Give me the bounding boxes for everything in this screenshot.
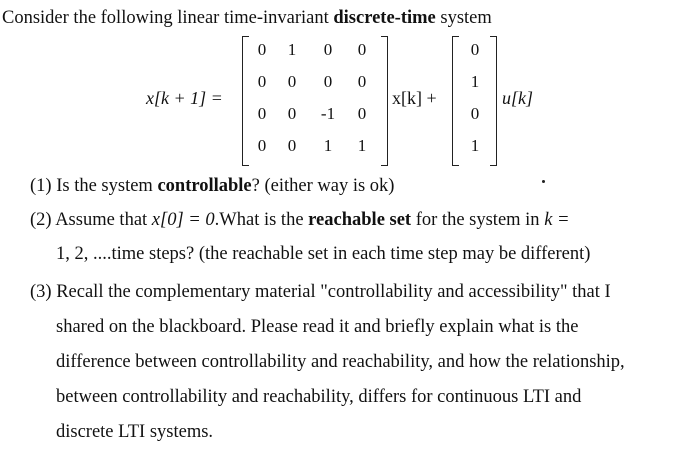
matrix-a-cell: 0 bbox=[357, 72, 367, 91]
equation-period bbox=[542, 180, 545, 183]
matrix-a-cell: -1 bbox=[320, 104, 336, 123]
matrix-a-cell: 0 bbox=[357, 40, 367, 59]
matrix-a-cell: 0 bbox=[357, 104, 367, 123]
question-3-number: (3) bbox=[30, 282, 52, 302]
matrix-a-cell: 0 bbox=[257, 72, 267, 91]
intro-prefix: Consider the following linear time-invariant bbox=[2, 8, 334, 28]
equation-lhs bbox=[146, 88, 223, 109]
matrix-a-cell: 1 bbox=[357, 136, 367, 155]
matrix-a-cell: 0 bbox=[257, 40, 267, 59]
intro-bold: discrete-time bbox=[333, 8, 436, 28]
matrix-a-cell: 1 bbox=[287, 40, 297, 59]
question-2 bbox=[30, 210, 570, 231]
question-2-math: x[0] = 0 bbox=[151, 210, 215, 230]
question-2-text-b: .What is the bbox=[214, 210, 309, 230]
matrix-a-cell: 0 bbox=[287, 72, 297, 91]
matrix-a-cell: 0 bbox=[323, 72, 333, 91]
intro-suffix: system bbox=[435, 8, 492, 28]
question-2-number: (2) bbox=[30, 210, 52, 230]
input-term: u[k] bbox=[502, 88, 533, 108]
vector-b-cell: 0 bbox=[470, 40, 480, 59]
question-3 bbox=[30, 282, 611, 303]
vector-b-cell: 0 bbox=[470, 104, 480, 123]
matrix-a-cell: 0 bbox=[257, 104, 267, 123]
question-1-tail: ? (either way is ok) bbox=[251, 176, 395, 196]
question-3-line-3: difference between controllability and reachability, and how the relationship, bbox=[56, 352, 625, 372]
question-2-text-c: for the system in bbox=[411, 210, 545, 230]
question-1-number: (1) bbox=[30, 176, 52, 196]
question-3-line-5: discrete LTI systems. bbox=[56, 422, 214, 442]
question-3-line-2: shared on the blackboard. Please read it and briefly explain what is the bbox=[56, 317, 579, 337]
matrix-a-cell: 0 bbox=[287, 104, 297, 123]
question-1-text: Is the system bbox=[56, 176, 158, 196]
vector-b-cell: 1 bbox=[470, 72, 480, 91]
lhs-index: [k + 1] = bbox=[154, 88, 223, 108]
question-1 bbox=[30, 176, 394, 197]
question-2-k: k = bbox=[544, 210, 570, 230]
matrix-a-cell: 0 bbox=[257, 136, 267, 155]
matrix-a-cell: 0 bbox=[287, 136, 297, 155]
question-3-line-1: Recall the complementary material "controllability and accessibility" that I bbox=[56, 282, 611, 302]
matrix-a-cell: 0 bbox=[323, 40, 333, 59]
lhs-var: x bbox=[146, 88, 154, 108]
state-term: x[k] + bbox=[392, 88, 437, 108]
question-1-bold: controllable bbox=[157, 176, 252, 196]
vector-b-right-bracket bbox=[490, 36, 497, 166]
question-2-text-a: Assume that bbox=[55, 210, 152, 230]
vector-b-cell: 1 bbox=[470, 136, 480, 155]
matrix-a-right-bracket bbox=[381, 36, 388, 166]
matrix-a-cell: 1 bbox=[323, 136, 333, 155]
question-3-line-4: between controllability and reachability, differs for continuous LTI and bbox=[56, 387, 582, 407]
state-equation bbox=[0, 32, 700, 168]
vector-b-left-bracket bbox=[452, 36, 459, 166]
question-2-bold: reachable set bbox=[308, 210, 412, 230]
question-2-line-2: 1, 2, ....time steps? (the reachable set in each time step may be different) bbox=[56, 244, 591, 264]
problem-intro bbox=[2, 8, 492, 29]
